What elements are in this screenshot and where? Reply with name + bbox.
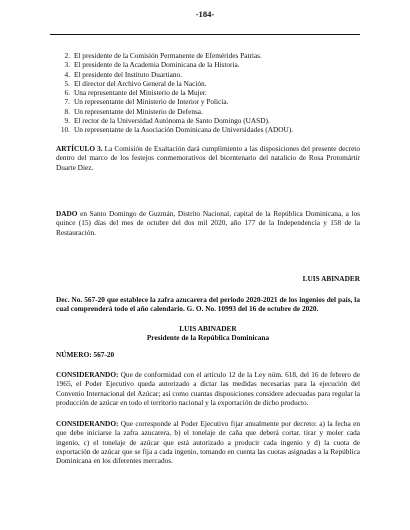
list-item-text: El presidente del Instituto Duartiano.: [74, 69, 183, 79]
considerando-2-text: Que corresponde al Poder Ejecutivo fijar anualmente por decreto: a) la fecha en que debe iniciarse la zafra azucarera, b) el tonelaje de caña que deberá cortar. tirar y moler cada ingenio, c) el tonelaje de azúcar que está autorizado a producir cada ingenio y d) la cuota de exportación de azúcar que se fija a cada ingenio, tomando en cuenta las cuotas asignadas a la República Dominicana en los diferentes mercados.: [56, 419, 360, 466]
list-item-number: 6.: [64, 88, 70, 98]
decree-summary: Dec. No. 567-20 que establece la zafra azucarera del periodo 2020-2021 de los ingenios del país, la cual comprenderá todo el año calendario. G. O. No. 10993 del 16 de octubre de 2020.: [56, 295, 360, 314]
list-item: [56, 97, 360, 106]
list-item: [56, 51, 360, 60]
article-3-paragraph: [56, 144, 360, 172]
list-item-number: 7.: [64, 97, 70, 107]
signature-name: LUIS ABINADER: [302, 274, 360, 283]
list-item-text: Un representante del Ministerio de Defensa.: [74, 106, 203, 116]
list-item-number: 9.: [64, 116, 70, 126]
commission-members-list: [56, 51, 360, 135]
considerando-1-label: CONSIDERANDO:: [56, 370, 119, 379]
list-item-text: El rector de la Universidad Autónoma de Santo Domingo (UASD).: [74, 116, 270, 126]
page-number: -184-: [195, 9, 215, 19]
list-item-number: 3.: [64, 60, 70, 70]
list-item-number: 8.: [64, 106, 70, 116]
list-item-number: 2.: [64, 51, 70, 60]
considerando-2-label: CONSIDERANDO:: [56, 419, 119, 428]
dado-paragraph: [56, 209, 360, 237]
dado-label: DADO: [56, 209, 78, 218]
considerando-1-text: Que de conformidad con el artículo 12 de la Ley núm. 618, del 16 de febrero de 1965, el Poder Ejecutivo queda autorizado a dictar las medidas necesarias para la ejecución del Convenio Internacional del Azúcar; así como cuantas disposiciones considere adecuadas para regular la producción de azúcar en todo el territorio nacional y la exportación de dicho producto.: [56, 370, 360, 407]
considerando-2-paragraph: [56, 419, 360, 465]
list-item: [56, 125, 360, 134]
list-item: [56, 88, 360, 97]
list-item-text: El director del Archivo General de la Nación.: [74, 78, 207, 88]
list-item-text: El presidente de la Comisión Permanente de Efemérides Patrias.: [74, 51, 262, 60]
header-rule: [50, 34, 360, 35]
list-item: [56, 70, 360, 79]
list-item-number: 5.: [64, 78, 70, 88]
list-item-text: Un representante del Ministerio de Interior y Policía.: [74, 97, 229, 107]
decree-number: NÚMERO: 567-20: [56, 350, 115, 359]
list-item: [56, 116, 360, 125]
list-item-text: El presidente de la Academia Dominicana de la Historia.: [74, 60, 240, 70]
list-item: [56, 107, 360, 116]
list-item: [56, 79, 360, 88]
list-item-text: Una representante del Ministerio de la Mujer.: [74, 88, 207, 98]
dado-text: en Santo Domingo de Guzmán, Distrito Nacional, capital de la República Dominicana, a los quince (15) días del mes de octubre del dos mil 2020, año 177 de la Independencia y 158 de la Restauración.: [56, 209, 360, 237]
article-3-text: La Comisión de Exaltación dará cumplimiento a las disposiciones del presente decreto dentro del marco de los festejos conmemorativos del bicentenario del natalicio de Rosa Protomártir Duarte Diez.: [56, 144, 360, 172]
list-item-number: 4.: [64, 69, 70, 79]
decree-header-title: Presidente de la República Dominicana: [146, 333, 270, 342]
list-item-number: 10.: [60, 125, 70, 135]
considerando-1-paragraph: [56, 370, 360, 407]
list-item: [56, 60, 360, 69]
decree-header-name: LUIS ABINADER: [179, 324, 237, 333]
article-3-label: ARTÍCULO 3.: [56, 144, 103, 153]
list-item-text: Un representante de la Asociación Dominicana de Universidades (ADOU).: [74, 125, 294, 135]
